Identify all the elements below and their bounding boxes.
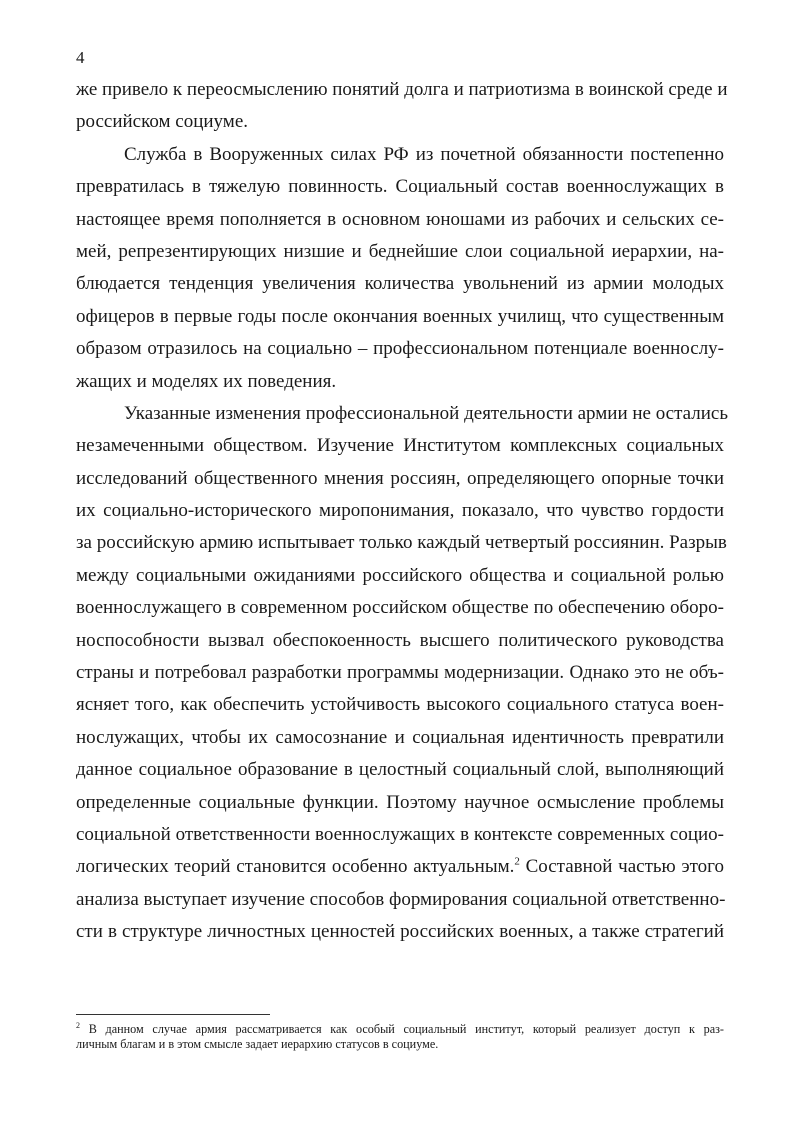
footnote-line	[76, 1022, 724, 1037]
text-line: незамеченными обществом. Изучение Институтом комплексных социальных	[76, 435, 724, 457]
text-line: носпособности вызвал обеспокоенность высшего политического руководства	[76, 629, 724, 651]
text-line: страны и потребовал разработки программы модернизации. Однако это не объ-	[76, 662, 724, 684]
text-line: же привело к переосмыслению понятий долга и патриотизма в воинской среде и	[76, 79, 728, 100]
text-line: между социальными ожиданиями российского общества и социальной ролью	[76, 564, 724, 586]
text-line: военнослужащего в современном российском обществе по обеспечению оборо-	[76, 597, 724, 619]
text-line: превратилась в тяжелую повинность. Социальный состав военнослужащих в	[76, 176, 724, 198]
text-line: исследований общественного мнения россиян, определяющего опорные точки	[76, 467, 724, 489]
text-fragment: Составной частью этого	[519, 856, 724, 878]
text-line: российском социуме.	[76, 111, 249, 133]
text-line: настоящее время пополняется в основном юношами из рабочих и сельских се-	[76, 208, 724, 230]
text-line: Указанные изменения профессиональной деятельности армии не остались	[124, 402, 729, 424]
text-line: образом отразилось на социально – профессиональном потенциале военнослу-	[76, 338, 724, 360]
text-line: жащих и моделях их поведения.	[76, 370, 337, 392]
text-line: данное социальное образование в целостный социальный слой, выполняющий	[76, 759, 724, 781]
text-line: за российскую армию испытывает только каждый четвертый россиянин. Разрыв	[76, 532, 727, 554]
text-line: анализа выступает изучение способов формирования социальной ответственно-	[76, 888, 726, 910]
footnote-reference[interactable]: 2	[514, 856, 520, 869]
text-line: Служба в Вооруженных силах РФ из почетной обязанности постепенно	[124, 143, 724, 165]
text-fragment: логических теорий становится особенно актуальным.	[76, 856, 515, 878]
text-line: сти в структуре личностных ценностей российских военных, а также стратегий	[76, 921, 724, 943]
text-line: мей, репрезентирующих низшие и беднейшие слои социальной иерархии, на-	[76, 240, 724, 262]
body-text	[76, 74, 729, 949]
text-line: ясняет того, как обеспечить устойчивость высокого социального статуса воен-	[76, 694, 724, 716]
footnote-marker: 2	[76, 1020, 80, 1030]
text-line: социальной ответственности военнослужащих в контексте современных социо-	[76, 823, 724, 845]
text-line-with-footnote	[76, 851, 724, 883]
footnote-line: личным благам и в этом смысле задает иерархию статусов в социуме.	[76, 1037, 439, 1051]
footnote-text: В данном случае армия рассматривается как особый социальный институт, который реализует доступ к раз-	[80, 1022, 724, 1036]
footnote-separator	[76, 1014, 270, 1015]
text-line: их социально-исторического миропонимания, показало, что чувство гордости	[76, 500, 724, 522]
text-line: нослужащих, чтобы их самосознание и социальная идентичность превратили	[76, 726, 724, 748]
page-number: 4	[76, 48, 85, 67]
text-line: блюдается тенденция увеличения количества увольнений из армии молодых	[76, 273, 724, 295]
footnote	[76, 1022, 724, 1052]
text-line: определенные социальные функции. Поэтому научное осмысление проблемы	[76, 791, 724, 813]
text-line: офицеров в первые годы после окончания военных училищ, что существенным	[76, 305, 724, 327]
